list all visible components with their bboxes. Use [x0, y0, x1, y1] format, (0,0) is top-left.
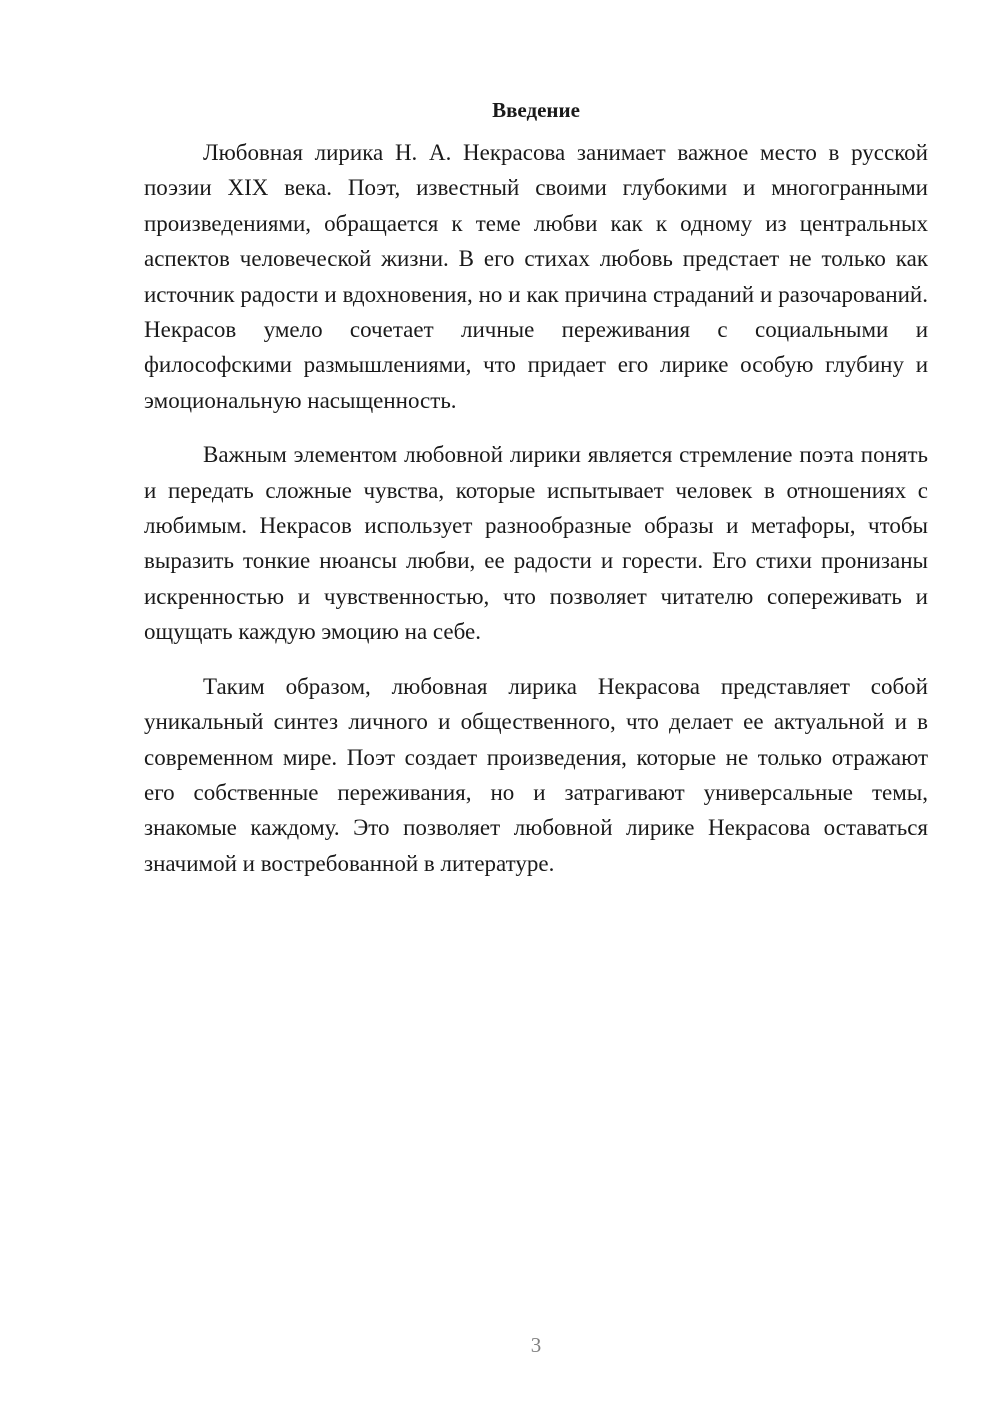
paragraph-1: Любовная лирика Н. А. Некрасова занимает важное место в русской поэзии XIX века. Поэт, известный своими глубокими и многогранными произведениями, обращается к теме любви как к одному из центральных аспектов человеческой жизни. В его стихах любовь предстает не только как источник радости и вдохновения, но и как причина страданий и разочарований. Некрасов умело сочетает личные переживания с социальными и философскими размышлениями, что придает его лирике особую глубину и эмоциональную насыщенность.: [144, 140, 928, 413]
page-content: [144, 92, 928, 881]
page-number: 3: [530, 1333, 542, 1357]
paragraph-3: Таким образом, любовная лирика Некрасова представляет собой уникальный синтез личного и общественного, что делает ее актуальной и в современном мире. Поэт создает произведения, которые не только отражают его собственные переживания, но и затрагивают универсальные темы, знакомые каждому. Это позволяет любовной лирике Некрасова оставаться значимой и востребованной в литературе.: [144, 673, 928, 876]
section-title: Введение: [492, 98, 580, 122]
paragraph-2: Важным элементом любовной лирики является стремление поэта понять и передать сложные чувства, которые испытывает человек в отношениях с любимым. Некрасов использует разнообразные образы и метафоры, чтобы выразить тонкие нюансы любви, ее радости и горести. Его стихи пронизаны искренностью и чувственностью, что позволяет читателю сопереживать и ощущать каждую эмоцию на себе.: [144, 442, 928, 645]
